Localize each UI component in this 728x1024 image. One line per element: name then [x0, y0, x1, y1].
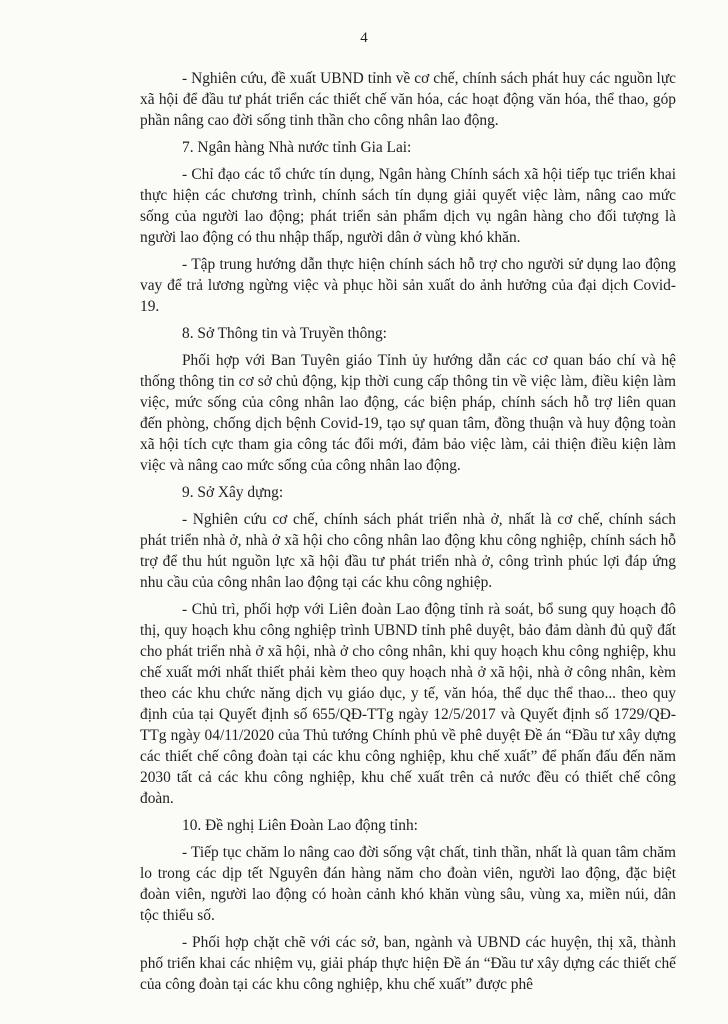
paragraph-urban-planning: - Chủ trì, phối hợp với Liên đoàn Lao động tỉnh rà soát, bổ sung quy hoạch đô thị, quy hoạch khu công nghiệp trình UBND tỉnh phê duyệt, bảo đảm dành đủ quỹ đất cho phát triển nhà ở xã hội, nhà ở cho công nhân, khi quy hoạch khu công nghiệp, khu chế xuất mới nhất thiết phải kèm theo quy hoạch nhà ở xã hội, nhà ở công nhân, kèm theo các khu chức năng dịch vụ giáo dục, y tế, văn hóa, thể dục thể thao... theo quy định của tại Quyết định số 655/QĐ-TTg ngày 12/5/2017 và Quyết định số 1729/QĐ-TTg ngày 04/11/2020 của Thủ tướng Chính phủ về phê duyệt Đề án “Đầu tư xây dựng các thiết chế công đoàn tại các khu công nghiệp, khu chế xuất” để phấn đấu đến năm 2030 tất cả các khu công nghiệp, khu chế xuất trên cả nước đều có thiết chế công đoàn. [140, 601, 676, 807]
paragraph-credit-institutions: - Chỉ đạo các tổ chức tín dụng, Ngân hàng Chính sách xã hội tiếp tục triển khai thực hiện các chương trình, chính sách tín dụng giải quyết việc làm, nâng cao mức sống của người lao động; phát triển sản phẩm dịch vụ ngân hàng cho đối tượng là người lao động có thu nhập thấp, người dân ở vùng khó khăn. [140, 166, 676, 246]
section-heading-labor-federation: 10. Đề nghị Liên Đoàn Lao động tỉnh: [182, 817, 418, 834]
section-heading-construction: 9. Sở Xây dựng: [182, 484, 284, 501]
page-number: 4 [360, 30, 368, 46]
paragraph-worker-care: - Tiếp tục chăm lo nâng cao đời sống vật chất, tinh thần, nhất là quan tâm chăm lo trong các dịp tết Nguyên đán hàng năm cho đoàn viên, người lao động, đặc biệt đoàn viên, người lao động có hoàn cảnh khó khăn vùng sâu, vùng xa, miền núi, dân tộc thiểu số. [140, 844, 676, 924]
document-body [140, 68, 676, 1001]
paragraph-housing-policy: - Nghiên cứu cơ chế, chính sách phát triển nhà ở, nhất là cơ chế, chính sách phát triển nhà ở, nhà ở xã hội cho công nhân lao động khu công nghiệp, chính sách hỗ trợ để thu hút nguồn lực xã hội đầu tư phát triển nhà ở, công trình phúc lợi đáp ứng nhu cầu của công nhân lao động tại các khu công nghiệp. [140, 511, 676, 591]
paragraph-covid-support: - Tập trung hướng dẫn thực hiện chính sách hỗ trợ cho người sử dụng lao động vay để trả lương ngừng việc và phục hồi sản xuất do ảnh hưởng của đại dịch Covid-19. [140, 256, 676, 315]
section-heading-state-bank: 7. Ngân hàng Nhà nước tỉnh Gia Lai: [182, 139, 412, 156]
paragraph-project-coordination: - Phối hợp chặt chẽ với các sở, ban, ngành và UBND các huyện, thị xã, thành phố triển khai các nhiệm vụ, giải pháp thực hiện Đề án “Đầu tư xây dựng các thiết chế của công đoàn tại các khu công nghiệp, khu chế xuất” được phê [140, 934, 676, 993]
paragraph-press-coordination: Phối hợp với Ban Tuyên giáo Tỉnh ủy hướng dẫn các cơ quan báo chí và hệ thống thông tin cơ sở chủ động, kịp thời cung cấp thông tin về việc làm, điều kiện làm việc, mức sống của công nhân lao động, các biện pháp, chính sách hỗ trợ liên quan đến phòng, chống dịch bệnh Covid-19, tạo sự quan tâm, đồng thuận và huy động toàn xã hội tích cực tham gia công tác đổi mới, đảm bảo việc làm, cải thiện điều kiện làm việc và nâng cao mức sống của công nhân lao động. [140, 352, 676, 474]
paragraph-culture-policy: - Nghiên cứu, đề xuất UBND tỉnh về cơ chế, chính sách phát huy các nguồn lực xã hội để đầu tư phát triển các thiết chế văn hóa, các hoạt động văn hóa, thể thao, góp phần nâng cao đời sống tinh thần cho công nhân lao động. [140, 70, 676, 129]
section-heading-information-communications: 8. Sở Thông tin và Truyền thông: [182, 325, 387, 342]
